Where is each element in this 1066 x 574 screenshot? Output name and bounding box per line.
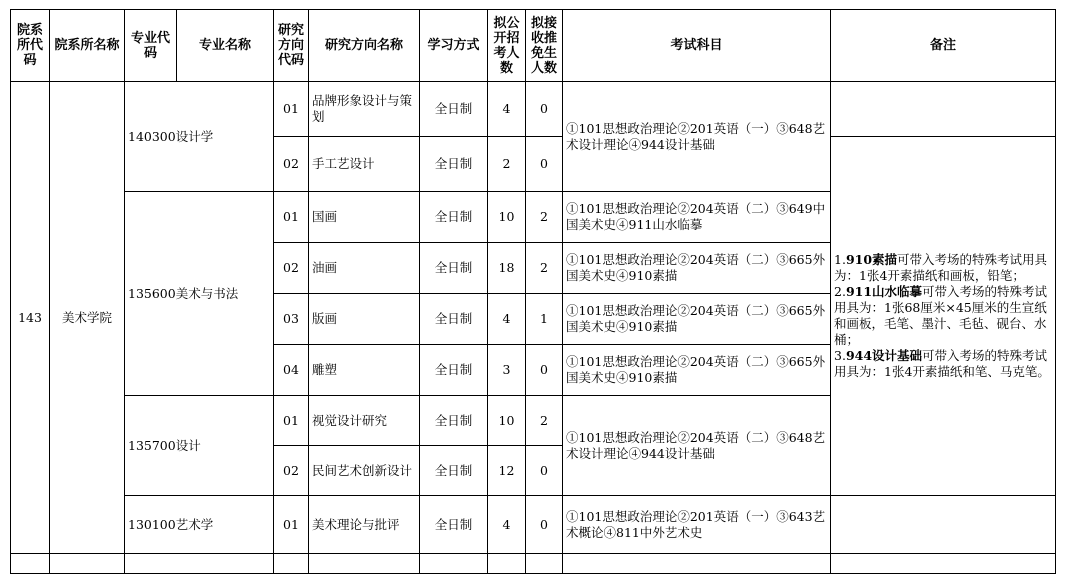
remark-item: 1.910素描可带入考场的特殊考试用具为：1张4开素描纸和画板，铅笔； [834,252,1048,283]
dir-code-cell: 02 [274,243,309,294]
header-dir-name: 研究方向名称 [309,10,420,82]
dir-code-cell: 04 [274,345,309,396]
header-exempt-count: 拟接收推免生人数 [526,10,563,82]
plan-count-cell: 4 [488,496,526,554]
exempt-count-cell: 0 [526,345,563,396]
dir-name-cell: 品牌形象设计与策划 [309,82,420,137]
dir-name-cell: 油画 [309,243,420,294]
header-major-name: 专业名称 [177,10,274,82]
exam-cell: ①101思想政治理论②204英语（二）③665外国美术史④910素描 [563,294,831,345]
exempt-count-cell: 0 [526,496,563,554]
header-exam: 考试科目 [563,10,831,82]
major-code: 135700 [128,437,176,453]
major-code: 130100 [128,516,176,532]
exempt-count-cell: 1 [526,294,563,345]
exempt-count-cell: 0 [526,137,563,192]
partial-cell [50,554,125,574]
dept-name-cell: 美术学院 [50,82,125,554]
study-mode-cell: 全日制 [420,345,488,396]
exam-cell: ①101思想政治理论②204英语（二）③649中国美术史④911山水临摹 [563,192,831,243]
study-mode-cell: 全日制 [420,243,488,294]
header-remarks: 备注 [831,10,1056,82]
header-row [11,10,1056,82]
partial-cell [125,554,274,574]
plan-count-cell: 10 [488,192,526,243]
dir-name-cell: 美术理论与批评 [309,496,420,554]
exam-cell: ①101思想政治理论②201英语（一）③648艺术设计理论④944设计基础 [563,82,831,192]
study-mode-cell: 全日制 [420,396,488,446]
major-name: 艺术学 [175,516,214,532]
partial-cell [11,554,50,574]
major-cell [125,82,274,192]
dir-code-cell: 01 [274,192,309,243]
header-dept-name: 院系所名称 [50,10,125,82]
remarks-empty-cell [831,82,1056,137]
header-plan-count: 拟公开招考人数 [488,10,526,82]
header-study-mode: 学习方式 [420,10,488,82]
partial-cell [274,554,309,574]
dir-code-cell: 01 [274,396,309,446]
exempt-count-cell: 0 [526,82,563,137]
dir-name-cell: 视觉设计研究 [309,396,420,446]
major-name: 美术与书法 [175,285,239,301]
plan-count-cell: 4 [488,294,526,345]
dept-code-cell: 143 [11,82,50,554]
dir-name-cell: 民间艺术创新设计 [309,446,420,496]
exempt-count-cell: 0 [526,446,563,496]
header-major-code: 专业代码 [125,10,177,82]
dir-code-cell: 02 [274,446,309,496]
exempt-count-cell: 2 [526,243,563,294]
study-mode-cell: 全日制 [420,294,488,345]
study-mode-cell: 全日制 [420,82,488,137]
major-code: 135600 [128,285,176,301]
study-mode-cell: 全日制 [420,446,488,496]
dir-name-cell: 手工艺设计 [309,137,420,192]
remark-item: 3.944设计基础可带入考场的特殊考试用具为：1张4开素描纸和笔、马克笔。 [834,348,1050,379]
dir-code-cell: 03 [274,294,309,345]
plan-count-cell: 12 [488,446,526,496]
header-dir-code: 研究方向代码 [274,10,309,82]
study-mode-cell: 全日制 [420,496,488,554]
exempt-count-cell: 2 [526,192,563,243]
remarks-cell [831,137,1056,496]
dir-code-cell: 02 [274,137,309,192]
partial-cell [309,554,420,574]
study-mode-cell: 全日制 [420,192,488,243]
exempt-count-cell: 2 [526,396,563,446]
plan-count-cell: 2 [488,137,526,192]
major-cell [125,396,274,496]
dir-name-cell: 国画 [309,192,420,243]
exam-cell: ①101思想政治理论②204英语（二）③648艺术设计理论④944设计基础 [563,396,831,496]
dir-name-cell: 雕塑 [309,345,420,396]
plan-count-cell: 4 [488,82,526,137]
table-row-partial [11,554,1056,574]
major-cell [125,192,274,396]
major-name: 设计学 [175,128,214,144]
remark-item: 2.911山水临摹可带入考场的特殊考试用具为：1张68厘米×45厘米的生宣纸和画板，毛笔、墨汁、毛毡、砚台、水桶； [834,284,1048,347]
exam-cell: ①101思想政治理论②201英语（一）③643艺术概论④811中外艺术史 [563,496,831,554]
table-row [11,82,1056,137]
exam-cell: ①101思想政治理论②204英语（二）③665外国美术史④910素描 [563,345,831,396]
dir-name-cell: 版画 [309,294,420,345]
partial-cell [488,554,526,574]
partial-cell [831,554,1056,574]
header-dept-code: 院系所代码 [11,10,50,82]
dir-code-cell: 01 [274,496,309,554]
remarks-empty-cell [831,496,1056,554]
enrollment-table [10,9,1056,574]
plan-count-cell: 18 [488,243,526,294]
major-name: 设计 [175,437,201,453]
partial-cell [526,554,563,574]
major-code: 140300 [128,128,176,144]
partial-cell [420,554,488,574]
partial-cell [563,554,831,574]
dir-code-cell: 01 [274,82,309,137]
plan-count-cell: 3 [488,345,526,396]
study-mode-cell: 全日制 [420,137,488,192]
major-cell [125,496,274,554]
exam-cell: ①101思想政治理论②204英语（二）③665外国美术史④910素描 [563,243,831,294]
plan-count-cell: 10 [488,396,526,446]
table-row [11,496,1056,554]
